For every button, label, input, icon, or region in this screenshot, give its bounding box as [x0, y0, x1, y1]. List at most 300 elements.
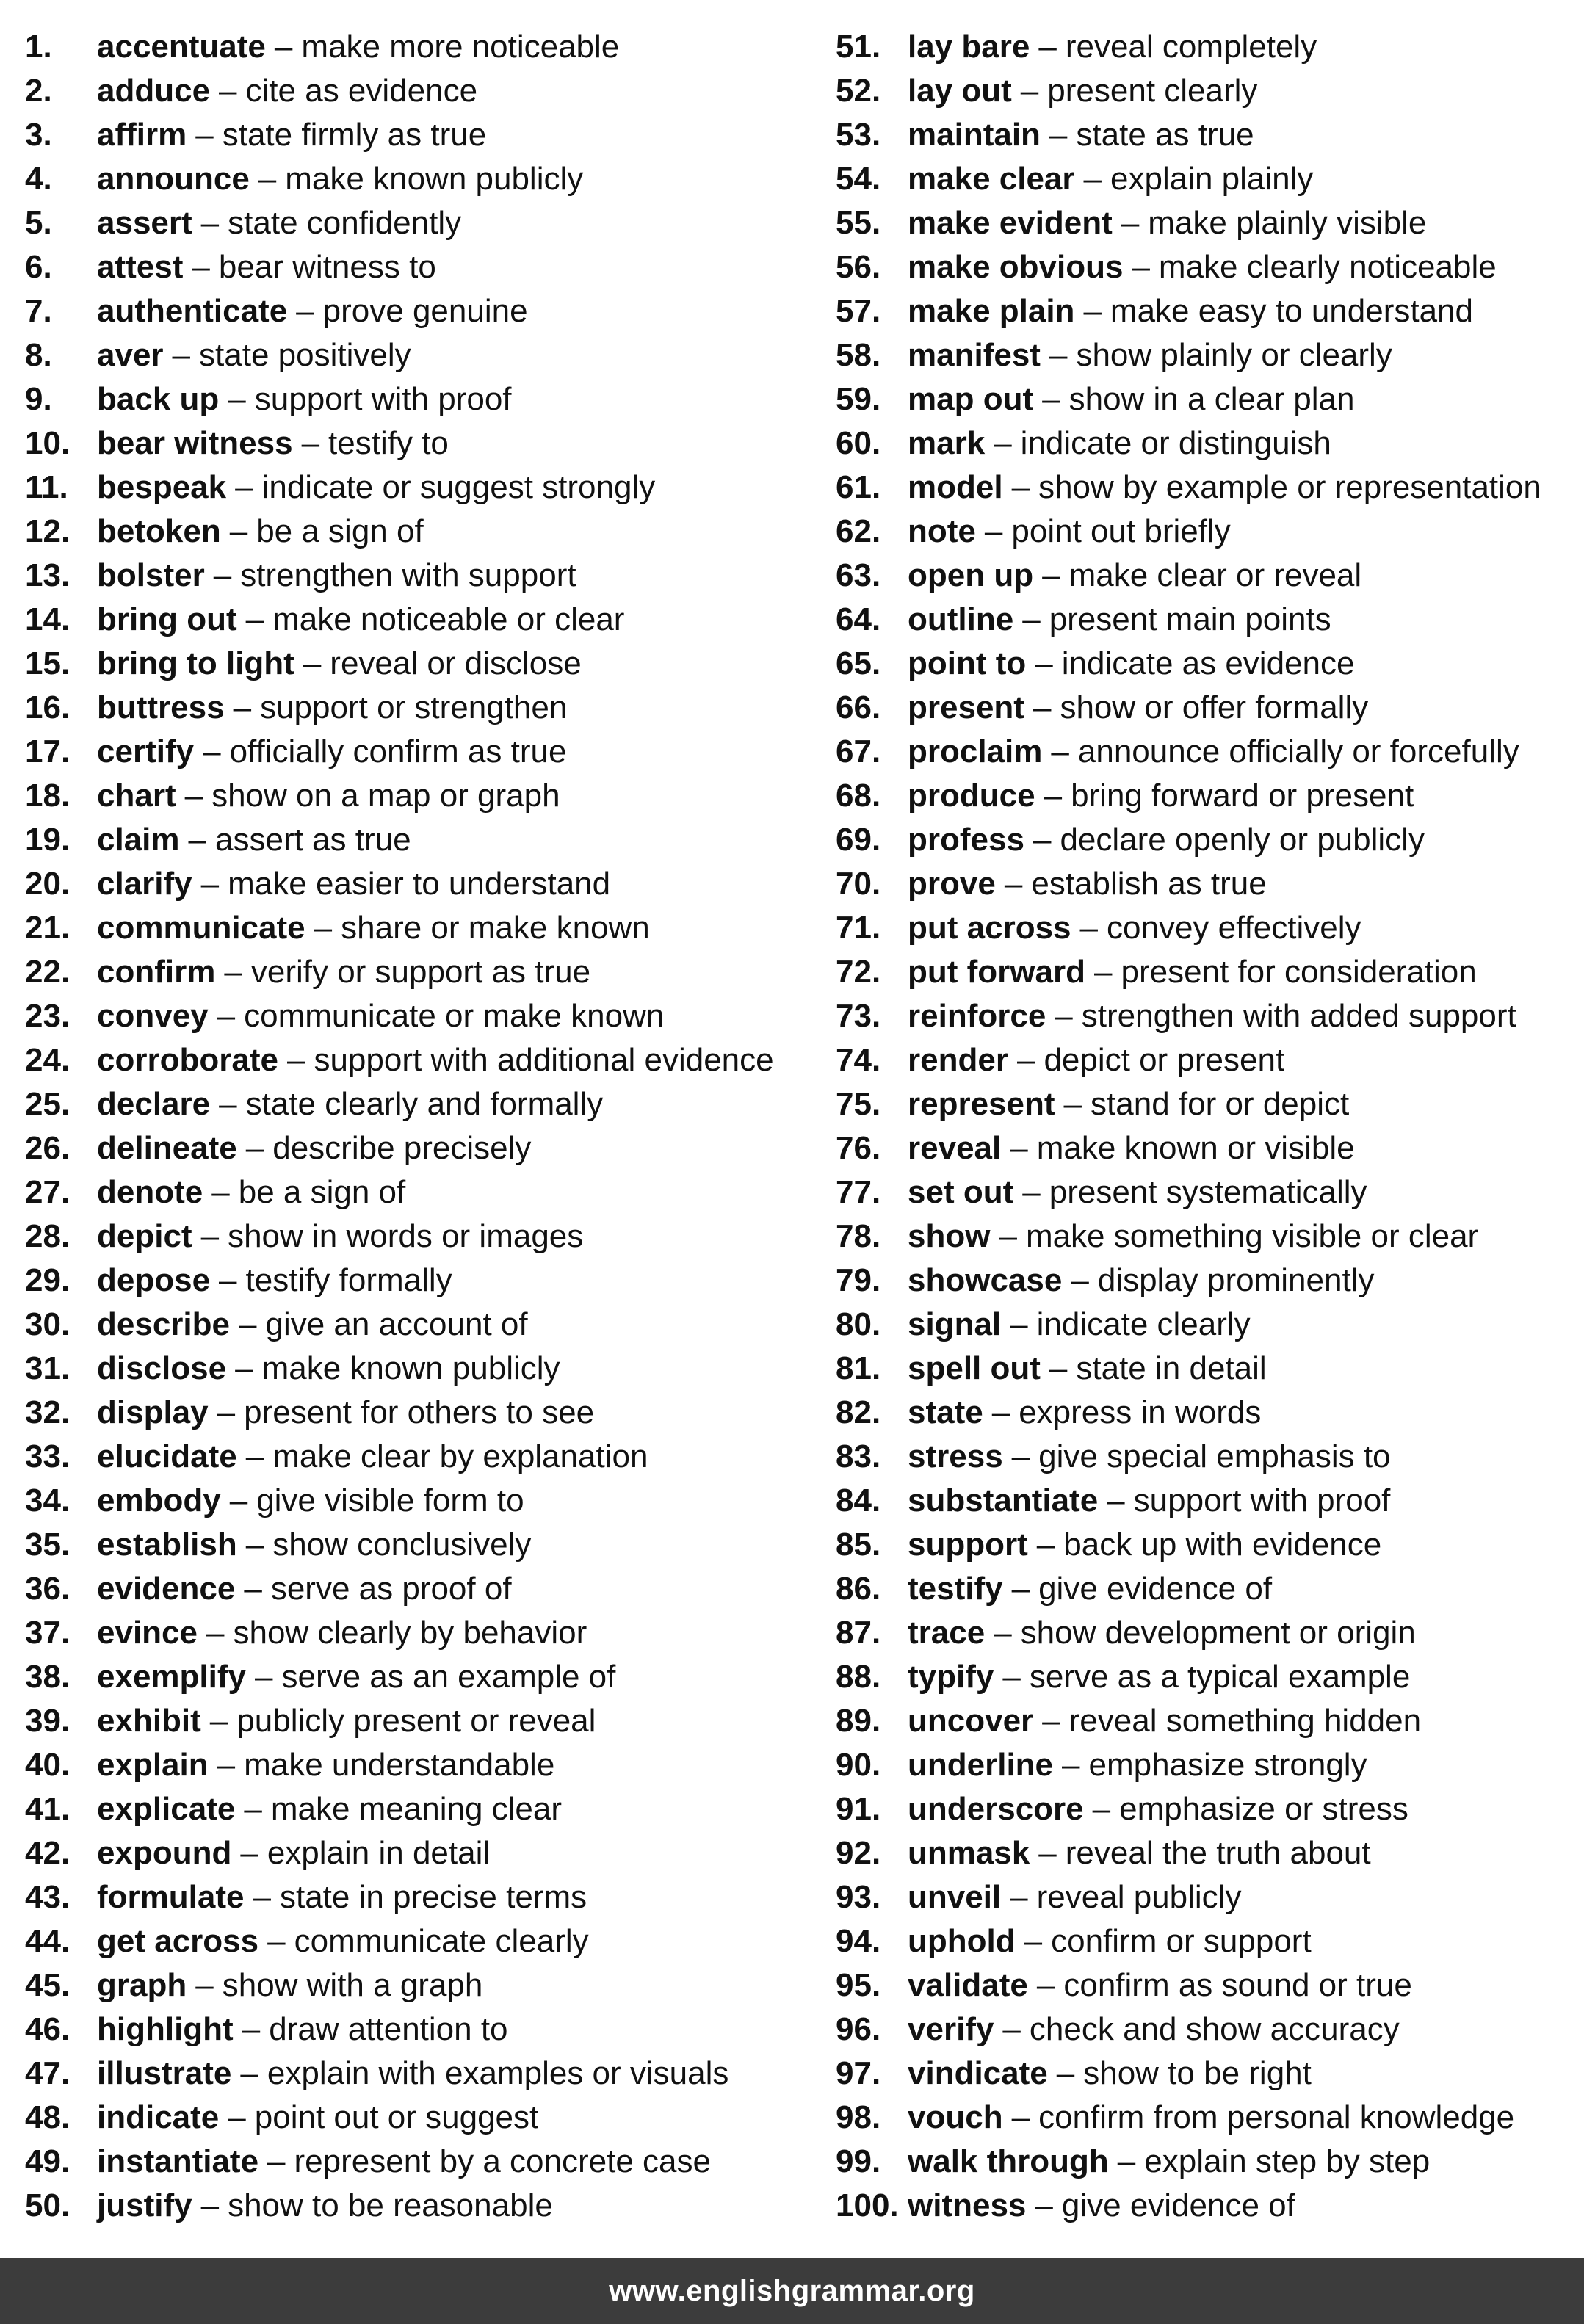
entry-word: expound — [97, 1835, 232, 1871]
entry-definition: show in words or images — [228, 1218, 584, 1254]
entry-number: 7. — [25, 293, 52, 329]
entry-word: embody — [97, 1483, 221, 1518]
entry-word: produce — [908, 778, 1035, 814]
entry-word: get across — [97, 1923, 259, 1959]
entry-definition: depict or present — [1044, 1042, 1285, 1078]
list-item — [25, 69, 803, 113]
entry-number: 40. — [25, 1747, 70, 1783]
entry-word: unveil — [908, 1879, 1002, 1915]
entry-separator: – — [244, 1571, 262, 1607]
entry-definition: make noticeable or clear — [272, 601, 625, 637]
list-item — [836, 1170, 1577, 1215]
entry-word: make clear — [908, 161, 1075, 197]
entry-separator: – — [296, 293, 314, 329]
list-item — [836, 2052, 1577, 2096]
entry-definition: indicate as evidence — [1061, 645, 1355, 681]
list-item — [836, 113, 1577, 157]
entry-number: 8. — [25, 337, 52, 373]
entry-separator: – — [1062, 1747, 1080, 1783]
entry-number: 45. — [25, 1967, 70, 2003]
list-item — [836, 1919, 1577, 1963]
entry-word: walk through — [908, 2143, 1109, 2179]
list-item — [25, 377, 803, 421]
entry-word: bring to light — [97, 645, 294, 681]
entry-word: stress — [908, 1438, 1003, 1474]
entry-number: 71. — [836, 910, 881, 946]
list-item — [25, 466, 803, 510]
list-item — [836, 1787, 1577, 1831]
entry-word: signal — [908, 1306, 1002, 1342]
entry-definition: show plainly or clearly — [1076, 337, 1392, 373]
entry-number: 51. — [836, 29, 881, 65]
list-item — [836, 377, 1577, 421]
list-item — [836, 2096, 1577, 2140]
entry-separator: – — [267, 2143, 286, 2179]
entry-number: 56. — [836, 249, 881, 285]
entry-separator: – — [314, 910, 333, 946]
entry-definition: make clear or reveal — [1068, 557, 1362, 593]
entry-number: 29. — [25, 1262, 70, 1298]
list-item — [836, 1259, 1577, 1303]
entry-word: support — [908, 1527, 1028, 1563]
entry-number: 98. — [836, 2099, 881, 2135]
entry-number: 90. — [836, 1747, 881, 1783]
entry-number: 31. — [25, 1350, 70, 1386]
entry-definition: prove genuine — [322, 293, 528, 329]
entry-definition: state as true — [1076, 117, 1254, 153]
entry-definition: support with proof — [254, 381, 512, 417]
entry-separator: – — [1002, 2011, 1021, 2047]
entry-number: 57. — [836, 293, 881, 329]
entry-definition: reveal completely — [1065, 29, 1317, 65]
entry-separator: – — [245, 1527, 264, 1563]
entry-definition: stand for or depict — [1091, 1086, 1350, 1122]
entry-word: describe — [97, 1306, 230, 1342]
list-item — [836, 1347, 1577, 1391]
list-item — [25, 642, 803, 686]
entry-number: 84. — [836, 1483, 881, 1518]
entry-separator: – — [244, 1791, 262, 1827]
entry-word: mark — [908, 425, 986, 461]
entry-number: 80. — [836, 1306, 881, 1342]
entry-separator: – — [1083, 293, 1102, 329]
entry-word: attest — [97, 249, 184, 285]
entry-number: 46. — [25, 2011, 70, 2047]
entry-definition: indicate or distinguish — [1020, 425, 1331, 461]
entry-definition: show by example or representation — [1038, 469, 1541, 505]
list-item — [25, 598, 803, 642]
entry-number: 75. — [836, 1086, 881, 1122]
entry-word: claim — [97, 822, 180, 858]
entry-definition: verify or support as true — [250, 954, 591, 990]
entry-separator: – — [1107, 1483, 1125, 1518]
entry-definition: indicate clearly — [1036, 1306, 1251, 1342]
entry-definition: bring forward or present — [1071, 778, 1414, 814]
list-item — [836, 2008, 1577, 2052]
list-item — [836, 245, 1577, 289]
entry-separator: – — [1121, 205, 1140, 241]
entry-number: 94. — [836, 1923, 881, 1959]
entry-word: authenticate — [97, 293, 288, 329]
entry-definition: explain with examples or visuals — [267, 2055, 729, 2091]
entry-separator: – — [301, 425, 320, 461]
entry-separator: – — [211, 1174, 230, 1210]
entry-word: bespeak — [97, 469, 227, 505]
entry-definition: confirm as sound or true — [1063, 1967, 1412, 2003]
entry-definition: state clearly and formally — [245, 1086, 604, 1122]
list-item — [836, 950, 1577, 994]
entry-separator: – — [1011, 1571, 1030, 1607]
entry-definition: present main points — [1049, 601, 1331, 637]
entry-word: represent — [908, 1086, 1055, 1122]
entry-separator: – — [184, 778, 203, 814]
entry-definition: be a sign of — [238, 1174, 406, 1210]
entry-definition: present systematically — [1049, 1174, 1367, 1210]
entry-definition: show on a map or graph — [211, 778, 560, 814]
list-item — [836, 69, 1577, 113]
entry-definition: be a sign of — [256, 513, 424, 549]
entry-number: 54. — [836, 161, 881, 197]
entry-number: 18. — [25, 778, 70, 814]
word-list-right-column — [836, 25, 1577, 2228]
entry-word: uphold — [908, 1923, 1016, 1959]
entry-separator: – — [217, 1394, 236, 1430]
list-item — [25, 818, 803, 862]
entry-word: justify — [97, 2187, 192, 2223]
entry-number: 33. — [25, 1438, 70, 1474]
entry-separator: – — [172, 337, 191, 373]
entry-separator: – — [991, 1394, 1010, 1430]
entry-separator: – — [188, 822, 206, 858]
entry-separator: – — [228, 2099, 246, 2135]
list-item — [836, 1435, 1577, 1479]
entry-definition: show to be right — [1083, 2055, 1312, 2091]
list-item — [25, 994, 803, 1038]
list-item — [836, 1215, 1577, 1259]
entry-definition: make known or visible — [1036, 1130, 1355, 1166]
list-item — [836, 598, 1577, 642]
list-item — [25, 113, 803, 157]
entry-word: explain — [97, 1747, 209, 1783]
entry-number: 83. — [836, 1438, 881, 1474]
list-item — [25, 2140, 803, 2184]
entry-definition: confirm or support — [1051, 1923, 1312, 1959]
entry-separator: – — [200, 2187, 220, 2223]
entry-separator: – — [999, 1218, 1017, 1254]
entry-separator: – — [1016, 1042, 1035, 1078]
entry-number: 16. — [25, 689, 70, 725]
entry-number: 77. — [836, 1174, 881, 1210]
entry-word: reveal — [908, 1130, 1002, 1166]
entry-separator: – — [219, 1086, 237, 1122]
entry-separator: – — [1049, 337, 1068, 373]
entry-number: 93. — [836, 1879, 881, 1915]
entry-number: 3. — [25, 117, 52, 153]
list-item — [836, 1875, 1577, 1919]
entry-separator: – — [229, 513, 248, 549]
entry-word: display — [97, 1394, 209, 1430]
entry-separator: – — [1010, 1130, 1028, 1166]
entry-number: 59. — [836, 381, 881, 417]
entry-definition: testify formally — [245, 1262, 452, 1298]
list-item — [25, 1963, 803, 2008]
entry-word: graph — [97, 1967, 187, 2003]
list-item — [836, 1567, 1577, 1611]
entry-word: map out — [908, 381, 1034, 417]
list-item — [836, 157, 1577, 201]
list-item — [836, 686, 1577, 730]
entry-number: 27. — [25, 1174, 70, 1210]
entry-definition: give special emphasis to — [1038, 1438, 1391, 1474]
entry-word: confirm — [97, 954, 216, 990]
entry-separator: – — [1020, 73, 1039, 109]
entry-definition: give evidence of — [1038, 1571, 1273, 1607]
entry-definition: reveal or disclose — [330, 645, 582, 681]
entry-word: validate — [908, 1967, 1028, 2003]
entry-word: communicate — [97, 910, 305, 946]
entry-number: 2. — [25, 73, 52, 109]
entry-definition: show development or origin — [1020, 1615, 1416, 1651]
entry-definition: support with additional evidence — [314, 1042, 774, 1078]
entry-word: depose — [97, 1262, 211, 1298]
list-item — [836, 642, 1577, 686]
entry-number: 99. — [836, 2143, 881, 2179]
entry-separator: – — [240, 2055, 258, 2091]
list-item — [25, 289, 803, 333]
entry-word: bear witness — [97, 425, 293, 461]
entry-separator: – — [219, 1262, 237, 1298]
list-item — [25, 157, 803, 201]
entry-number: 85. — [836, 1527, 881, 1563]
list-item — [836, 1963, 1577, 2008]
entry-separator: – — [1042, 557, 1060, 593]
entry-separator: – — [254, 1659, 273, 1695]
entry-separator: – — [200, 1218, 220, 1254]
entry-separator: – — [1092, 1791, 1111, 1827]
entry-definition: reveal something hidden — [1068, 1703, 1422, 1739]
entry-number: 24. — [25, 1042, 70, 1078]
list-item — [836, 1082, 1577, 1126]
entry-number: 39. — [25, 1703, 70, 1739]
list-item — [25, 1919, 803, 1963]
entry-word: trace — [908, 1615, 986, 1651]
entry-number: 38. — [25, 1659, 70, 1695]
entry-separator: – — [1055, 998, 1073, 1034]
entry-word: assert — [97, 205, 192, 241]
list-item — [25, 1479, 803, 1523]
entry-definition: express in words — [1019, 1394, 1262, 1430]
entry-separator: – — [253, 1879, 271, 1915]
list-item — [836, 730, 1577, 774]
entry-number: 13. — [25, 557, 70, 593]
entry-number: 34. — [25, 1483, 70, 1518]
entry-separator: – — [1042, 381, 1060, 417]
list-item — [25, 1038, 803, 1082]
entry-word: elucidate — [97, 1438, 237, 1474]
entry-word: make evident — [908, 205, 1113, 241]
entry-separator: – — [274, 29, 293, 65]
list-item — [836, 818, 1577, 862]
list-item — [25, 950, 803, 994]
list-item — [836, 25, 1577, 69]
list-item — [25, 25, 803, 69]
list-item — [25, 1215, 803, 1259]
entry-word: show — [908, 1218, 991, 1254]
entry-definition: make something visible or clear — [1025, 1218, 1479, 1254]
entry-word: denote — [97, 1174, 203, 1210]
entry-definition: state firmly as true — [222, 117, 487, 153]
entry-number: 95. — [836, 1967, 881, 2003]
entry-number: 44. — [25, 1923, 70, 1959]
entry-word: depict — [97, 1218, 192, 1254]
entry-number: 17. — [25, 734, 70, 770]
entry-definition: serve as a typical example — [1029, 1659, 1411, 1695]
entry-word: betoken — [97, 513, 221, 549]
list-item — [25, 2052, 803, 2096]
entry-definition: make easier to understand — [228, 866, 611, 902]
entry-separator: – — [1011, 2099, 1030, 2135]
entry-word: outline — [908, 601, 1014, 637]
list-item — [836, 1038, 1577, 1082]
entry-separator: – — [1024, 1923, 1043, 1959]
list-item — [25, 1787, 803, 1831]
list-item — [836, 201, 1577, 245]
list-item — [836, 1743, 1577, 1787]
entry-definition: present for consideration — [1121, 954, 1477, 990]
list-item — [25, 1303, 803, 1347]
entry-definition: make more noticeable — [301, 29, 620, 65]
entry-word: substantiate — [908, 1483, 1099, 1518]
entry-definition: state confidently — [228, 205, 462, 241]
list-item — [836, 1699, 1577, 1743]
footer-bar — [0, 2258, 1584, 2324]
list-item — [836, 1303, 1577, 1347]
entry-number: 15. — [25, 645, 70, 681]
list-item — [25, 510, 803, 554]
entry-separator: – — [1042, 1703, 1060, 1739]
entry-definition: testify to — [328, 425, 449, 461]
entry-definition: communicate clearly — [294, 1923, 589, 1959]
entry-separator: – — [258, 161, 277, 197]
entry-definition: explain plainly — [1110, 161, 1314, 197]
entry-separator: – — [1035, 2187, 1053, 2223]
entry-number: 47. — [25, 2055, 70, 2091]
entry-separator: – — [1063, 1086, 1082, 1122]
entry-word: profess — [908, 822, 1024, 858]
list-item — [836, 1655, 1577, 1699]
entry-number: 61. — [836, 469, 881, 505]
entry-definition: declare openly or publicly — [1060, 822, 1425, 858]
footer-website-link[interactable]: www.englishgrammar.org — [609, 2274, 975, 2307]
entry-separator: – — [219, 73, 237, 109]
entry-separator: – — [224, 954, 242, 990]
list-item — [25, 1170, 803, 1215]
entry-separator: – — [1049, 1350, 1068, 1386]
entry-definition: draw attention to — [269, 2011, 508, 2047]
entry-definition: publicly present or reveal — [236, 1703, 596, 1739]
list-item — [25, 2184, 803, 2228]
entry-word: make obvious — [908, 249, 1124, 285]
entry-definition: reveal publicly — [1036, 1879, 1242, 1915]
entry-separator: – — [1036, 1967, 1055, 2003]
entry-definition: convey effectively — [1107, 910, 1361, 946]
entry-separator: – — [245, 1130, 264, 1166]
entry-separator: – — [1044, 778, 1063, 814]
list-item — [25, 1743, 803, 1787]
entry-definition: assert as true — [215, 822, 411, 858]
entry-word: convey — [97, 998, 209, 1034]
entry-separator: – — [1071, 1262, 1089, 1298]
list-item — [25, 1831, 803, 1875]
entry-number: 92. — [836, 1835, 881, 1871]
list-item — [25, 730, 803, 774]
entry-word: lay bare — [908, 29, 1030, 65]
entry-definition: confirm from personal knowledge — [1038, 2099, 1515, 2135]
entry-word: aver — [97, 337, 164, 373]
entry-word: adduce — [97, 73, 211, 109]
entry-separator: – — [1010, 1879, 1028, 1915]
entry-word: unmask — [908, 1835, 1030, 1871]
list-item — [25, 686, 803, 730]
entry-definition: state positively — [199, 337, 411, 373]
entry-definition: strengthen with added support — [1081, 998, 1516, 1034]
list-item — [836, 2140, 1577, 2184]
entry-word: model — [908, 469, 1003, 505]
entry-definition: represent by a concrete case — [294, 2143, 711, 2179]
entry-definition: establish as true — [1031, 866, 1267, 902]
entry-separator: – — [1033, 822, 1052, 858]
entry-separator: – — [206, 1615, 225, 1651]
entry-word: vouch — [908, 2099, 1003, 2135]
list-item — [25, 554, 803, 598]
entry-word: underline — [908, 1747, 1054, 1783]
entry-number: 19. — [25, 822, 70, 858]
entry-word: formulate — [97, 1879, 245, 1915]
entry-definition: present for others to see — [244, 1394, 595, 1430]
entry-number: 69. — [836, 822, 881, 858]
entry-separator: – — [1038, 29, 1057, 65]
entry-definition: make clear by explanation — [272, 1438, 648, 1474]
entry-word: corroborate — [97, 1042, 278, 1078]
entry-separator: – — [195, 117, 214, 153]
entry-word: present — [908, 689, 1024, 725]
list-item — [836, 421, 1577, 466]
entry-word: set out — [908, 1174, 1014, 1210]
list-item — [836, 862, 1577, 906]
entry-word: point to — [908, 645, 1027, 681]
entry-separator: – — [1117, 2143, 1136, 2179]
entry-number: 65. — [836, 645, 881, 681]
entry-definition: announce officially or forcefully — [1077, 734, 1519, 770]
entry-word: delineate — [97, 1130, 237, 1166]
entry-word: highlight — [97, 2011, 234, 2047]
entry-number: 25. — [25, 1086, 70, 1122]
entry-word: vindicate — [908, 2055, 1048, 2091]
entry-word: witness — [908, 2187, 1027, 2223]
entry-separator: – — [1004, 866, 1023, 902]
entry-definition: make easy to understand — [1110, 293, 1473, 329]
entry-number: 73. — [836, 998, 881, 1034]
entry-word: manifest — [908, 337, 1041, 373]
entry-word: explicate — [97, 1791, 236, 1827]
entry-separator: – — [1083, 161, 1102, 197]
list-item — [25, 1082, 803, 1126]
entry-separator: – — [203, 734, 221, 770]
entry-definition: show clearly by behavior — [233, 1615, 587, 1651]
entry-separator: – — [235, 469, 253, 505]
entry-word: testify — [908, 1571, 1003, 1607]
list-item — [25, 1655, 803, 1699]
